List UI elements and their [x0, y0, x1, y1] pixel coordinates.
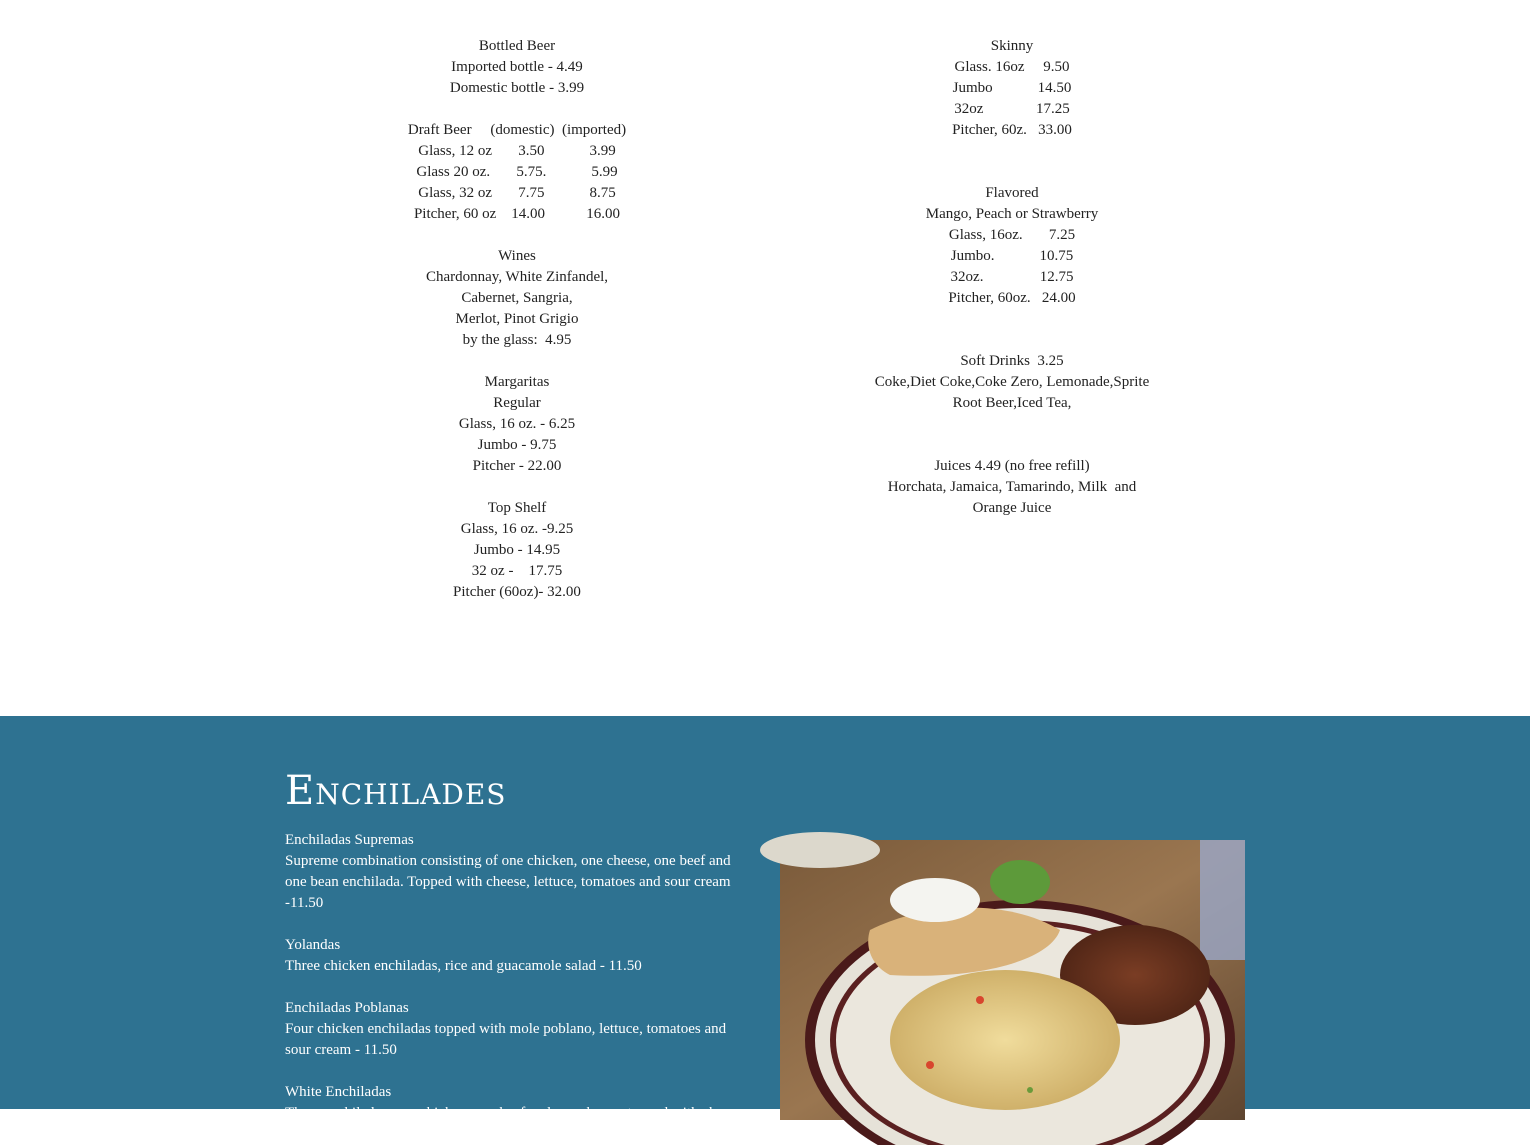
menu-line: Imported bottle - 4.49: [451, 59, 583, 75]
menu-line: Flavored: [985, 185, 1039, 201]
menu-line: Pitcher (60oz)- 32.00: [453, 584, 581, 600]
spacer-line: [360, 351, 674, 372]
menu-item: [285, 830, 755, 914]
menu-line: Glass, 12 oz 3.50 3.99: [418, 143, 616, 159]
menu-line: Glass. 16oz 9.50: [954, 59, 1070, 75]
menu-line: Skinny: [990, 38, 1034, 54]
menu-item: [285, 935, 755, 977]
menu-line: Pitcher - 22.00: [472, 458, 562, 474]
spacer-line: [830, 414, 1194, 435]
menu-items: [285, 830, 755, 1145]
spacer-line: [830, 309, 1194, 330]
menu-line: Jumbo 14.50: [952, 80, 1072, 96]
spacer-line: [360, 477, 674, 498]
menu-line: by the glass: 4.95: [462, 332, 572, 348]
menu-item-name: Enchiladas Supremas: [285, 832, 414, 848]
menu-line: Merlot, Pinot Grigio: [455, 311, 579, 327]
menu-line: 32 oz - 17.75: [471, 563, 563, 579]
menu-line: Jumbo. 10.75: [950, 248, 1074, 264]
enchiladas-section: [0, 716, 1530, 1121]
menu-line: Orange Juice: [972, 500, 1052, 516]
menu-item-description: Three enchiladas, one chicken, one beef and one cheese, topped with cheese: [285, 1105, 743, 1121]
menu-line: Pitcher, 60z. 33.00: [952, 122, 1072, 138]
menu-line: Jumbo - 14.95: [473, 542, 561, 558]
spacer-line: [360, 99, 674, 120]
menu-line: Draft Beer (domestic) (imported): [407, 122, 627, 138]
menu-line: Root Beer,Iced Tea,: [952, 395, 1072, 411]
menu-line: Horchata, Jamaica, Tamarindo, Milk and: [887, 479, 1137, 495]
menu-item: [285, 1082, 755, 1124]
menu-line: Jumbo - 9.75: [477, 437, 557, 453]
drinks-right-column: [830, 36, 1194, 519]
spacer-line: [830, 162, 1194, 183]
spacer-line: [830, 435, 1194, 456]
menu-line: Glass, 16 oz. -9.25: [460, 521, 574, 537]
menu-line: Top Shelf: [487, 500, 547, 516]
menu-line: Coke,Diet Coke,Coke Zero, Lemonade,Sprite: [874, 374, 1150, 390]
spacer-line: [830, 141, 1194, 162]
menu-line: Pitcher, 60oz. 24.00: [948, 290, 1076, 306]
menu-item-description: Supreme combination consisting of one chicken, one cheese, one beef and one bean enchilada. Topped with cheese, lettuce, tomatoes and sour cream -11.50: [285, 853, 731, 911]
menu-line: Cabernet, Sangria,: [461, 290, 573, 306]
menu-item-name: Yolandas: [285, 937, 341, 953]
spacer-line: [360, 225, 674, 246]
section-title: Enchilades: [285, 768, 507, 814]
menu-line: Juices 4.49 (no free refill): [934, 458, 1090, 474]
menu-line: Domestic bottle - 3.99: [449, 80, 585, 96]
menu-line: Chardonnay, White Zinfandel,: [425, 269, 609, 285]
menu-item-name: Enchiladas Poblanas: [285, 1000, 409, 1016]
drinks-left-column: [360, 36, 674, 603]
menu-line: Pitcher, 60 oz 14.00 16.00: [413, 206, 621, 222]
menu-line: Bottled Beer: [478, 38, 556, 54]
menu-item-description: Four chicken enchiladas topped with mole poblano, lettuce, tomatoes and sour cream - 11.50: [285, 1021, 727, 1058]
menu-line: Mango, Peach or Strawberry: [925, 206, 1099, 222]
menu-line: Glass 20 oz. 5.75. 5.99: [416, 164, 618, 180]
menu-line: Regular: [493, 395, 541, 411]
menu-line: Wines: [498, 248, 536, 264]
menu-item-name: White Enchiladas: [285, 1084, 392, 1100]
menu-item-description: Three chicken enchiladas, rice and guacamole salad - 11.50: [285, 958, 642, 974]
menu-line: Glass, 16 oz. - 6.25: [458, 416, 576, 432]
spacer-line: [830, 330, 1194, 351]
menu-item: [285, 998, 755, 1061]
menu-line: Soft Drinks 3.25: [960, 353, 1064, 369]
menu-line: Margaritas: [484, 374, 550, 390]
food-photo: [780, 840, 1245, 1120]
menu-line: 32oz. 12.75: [950, 269, 1074, 285]
menu-line: 32oz 17.25: [954, 101, 1070, 117]
menu-line: Glass, 16oz. 7.25: [948, 227, 1076, 243]
menu-line: Glass, 32 oz 7.75 8.75: [418, 185, 616, 201]
